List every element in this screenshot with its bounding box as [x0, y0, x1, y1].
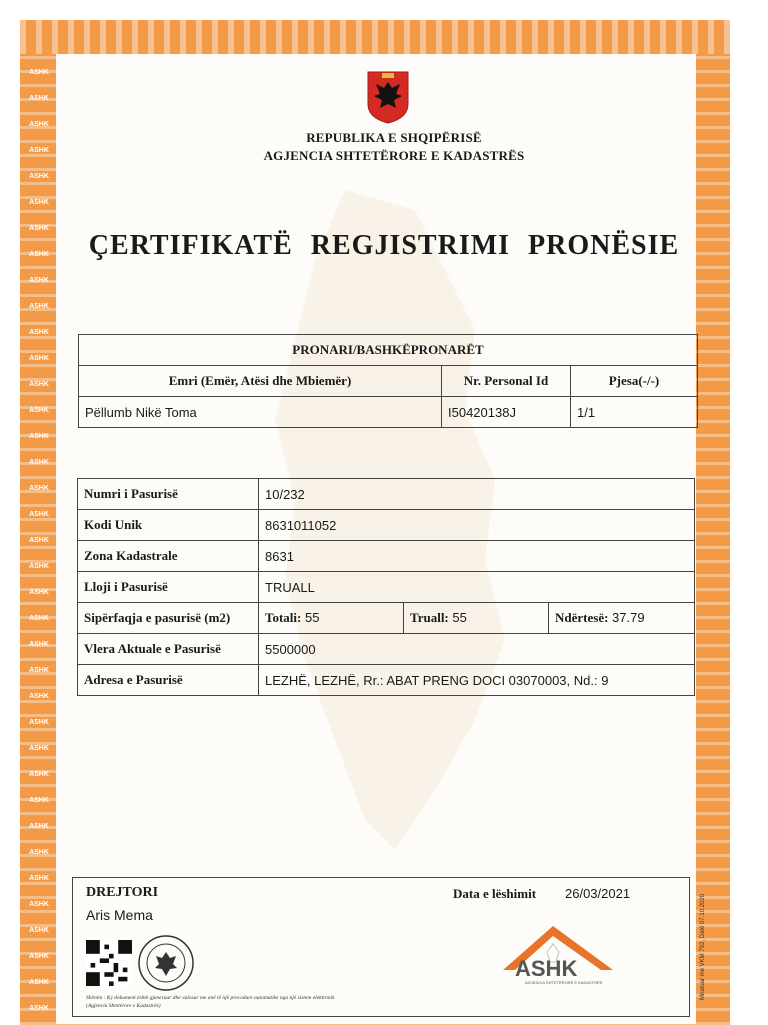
border-ribbon-label: ASHK: [734, 251, 754, 258]
owners-section-row: [79, 335, 698, 366]
border-ribbon-label: ASHK: [734, 719, 754, 726]
border-ribbon-label: ASHK: [29, 251, 49, 258]
table-row: [78, 665, 695, 696]
side-note: Miratuar me VKM 792, Datë 07.10.2020: [700, 893, 706, 1000]
albania-emblem-icon: [366, 70, 410, 124]
border-ribbon-label: ASHK: [734, 953, 754, 960]
border-ribbon-label: ASHK: [29, 225, 49, 232]
border-ribbon-label: ASHK: [734, 95, 754, 102]
border-ribbon-label: ASHK: [734, 355, 754, 362]
border-ribbon-label: ASHK: [734, 563, 754, 570]
border-ribbon-label: ASHK: [29, 875, 49, 882]
border-ribbon-label: ASHK: [29, 329, 49, 336]
table-row: [79, 397, 698, 428]
land-area-cell: [404, 603, 549, 634]
border-ribbon-label: ASHK: [734, 407, 754, 414]
director-label: DREJTORI: [86, 885, 159, 900]
border-ribbon-label: ASHK: [29, 407, 49, 414]
border-ribbon-label: ASHK: [734, 433, 754, 440]
border-ribbon-label: ASHK: [734, 459, 754, 466]
table-row: [78, 634, 695, 665]
issue-date-label: Data e lëshimit: [453, 886, 537, 901]
header-agency: AGJENCIA SHTETËRORE E KADASTRËS: [263, 148, 525, 163]
border-ribbon-label: ASHK: [29, 719, 49, 726]
border-ribbon-label: ASHK: [734, 979, 754, 986]
cadastral-zone-value: 8631: [259, 541, 695, 572]
table-row: [78, 541, 695, 572]
header-republic: REPUBLIKA E SHQIPËRISË: [306, 130, 482, 145]
border-ribbon-label: ASHK: [734, 667, 754, 674]
property-table: [77, 478, 695, 696]
issue-date-value: 26/03/2021: [565, 886, 631, 901]
border-ribbon-label: ASHK: [29, 173, 49, 180]
building-area-label: Ndërtesë:: [555, 610, 609, 625]
border-ribbon-label: ASHK: [734, 329, 754, 336]
border-ribbon-label: ASHK: [734, 277, 754, 284]
official-seal-icon: [137, 934, 195, 992]
property-address-label: Adresa e Pasurisë: [78, 665, 259, 696]
property-type-label: Lloji i Pasurisë: [78, 572, 259, 603]
property-value-amount: 5500000: [259, 634, 695, 665]
column-header-share: Pjesa(-/-): [571, 366, 698, 397]
border-ribbon-label: ASHK: [29, 511, 49, 518]
border-ribbon-label: ASHK: [29, 433, 49, 440]
building-area-value: 37.79: [612, 610, 645, 625]
column-header-personal-id: Nr. Personal Id: [442, 366, 571, 397]
border-ribbon-label: ASHK: [734, 1005, 754, 1012]
border-ribbon-label: ASHK: [29, 693, 49, 700]
border-ribbon-label: ASHK: [29, 745, 49, 752]
border-ribbon-label: ASHK: [734, 693, 754, 700]
border-ribbon-label: ASHK: [734, 875, 754, 882]
border-ribbon-label: ASHK: [29, 485, 49, 492]
owner-name-cell: Pëllumb Nikë Toma: [79, 397, 442, 428]
border-ribbon-label: ASHK: [734, 797, 754, 804]
border-ribbon-label: ASHK: [29, 771, 49, 778]
border-ribbon-label: ASHK: [29, 589, 49, 596]
border-ribbon-label: ASHK: [29, 121, 49, 128]
total-area-label: Totali:: [265, 610, 302, 625]
border-ribbon-label: ASHK: [734, 589, 754, 596]
table-row: [78, 572, 695, 603]
border-ribbon-label: ASHK: [29, 797, 49, 804]
column-header-name: Emri (Emër, Atësi dhe Mbiemër): [79, 366, 442, 397]
border-ribbon-label: ASHK: [29, 69, 49, 76]
footer-note: Shënim : Ky dokument është gjeneruar dhe vulosur me anë të një procedure automatike nga një sistem elektronik (Agjencia Shtetërore e Kadastrës): [86, 995, 335, 1009]
owner-share-cell: 1/1: [571, 397, 698, 428]
border-ribbon-label: ASHK: [734, 511, 754, 518]
building-area-cell: [549, 603, 695, 634]
border-ribbon-label: ASHK: [734, 927, 754, 934]
property-number-label: Numri i Pasurisë: [78, 479, 259, 510]
border-ribbon-label: ASHK: [734, 303, 754, 310]
border-ribbon-label: ASHK: [734, 121, 754, 128]
border-ribbon-label: ASHK: [734, 615, 754, 622]
border-ribbon-label: ASHK: [734, 147, 754, 154]
property-number-value: 10/232: [259, 479, 695, 510]
border-ribbon-label: ASHK: [29, 979, 49, 986]
border-ribbon-label: ASHK: [29, 1005, 49, 1012]
unique-code-label: Kodi Unik: [78, 510, 259, 541]
border-ribbon-label: ASHK: [29, 147, 49, 154]
owner-personal-id-cell: I50420138J: [442, 397, 571, 428]
border-ribbon-label: ASHK: [734, 849, 754, 856]
border-ribbon-label: ASHK: [29, 303, 49, 310]
border-ribbon-label: ASHK: [29, 901, 49, 908]
total-area-cell: [259, 603, 404, 634]
border-ribbon-label: ASHK: [734, 771, 754, 778]
property-address-value: LEZHË, LEZHË, Rr.: ABAT PRENG DOCI 03070003, Nd.: 9: [259, 665, 695, 696]
border-ribbon-label: ASHK: [29, 355, 49, 362]
total-area-value: 55: [304, 610, 320, 625]
land-area-label: Truall:: [410, 610, 449, 625]
border-ribbon-label: ASHK: [29, 459, 49, 466]
border-ribbon-label: ASHK: [734, 173, 754, 180]
border-ribbon-label: ASHK: [29, 95, 49, 102]
border-ribbon-label: ASHK: [29, 823, 49, 830]
property-type-value: TRUALL: [259, 572, 695, 603]
surface-area-label: Sipërfaqja e pasurisë (m2): [78, 603, 259, 634]
table-row: [78, 603, 695, 634]
border-ribbon-label: ASHK: [734, 641, 754, 648]
ashk-logo-subtext: AGJENCIA SHTETËRORE E KADASTRËS: [525, 980, 603, 985]
border-ribbon-label: ASHK: [734, 745, 754, 752]
border-ribbon-label: ASHK: [734, 485, 754, 492]
border-ribbon-label: ASHK: [29, 381, 49, 388]
land-area-value: 55: [452, 610, 467, 625]
qr-code-icon: [86, 940, 132, 986]
border-ribbon-label: ASHK: [734, 199, 754, 206]
border-ribbon-label: ASHK: [29, 615, 49, 622]
border-ribbon-label: ASHK: [29, 537, 49, 544]
table-row: [78, 510, 695, 541]
table-row: [78, 479, 695, 510]
border-ribbon-label: ASHK: [734, 823, 754, 830]
border-ribbon-label: ASHK: [29, 563, 49, 570]
border-ribbon-label: ASHK: [29, 953, 49, 960]
border-ribbon-label: ASHK: [29, 927, 49, 934]
border-ribbon-label: ASHK: [734, 901, 754, 908]
border-ribbon-label: ASHK: [734, 537, 754, 544]
border-ribbon-label: ASHK: [734, 225, 754, 232]
certificate-border-top: [20, 20, 730, 54]
border-ribbon-label: ASHK: [29, 849, 49, 856]
ashk-logo-text: ASHK: [515, 956, 578, 981]
property-value-label: Vlera Aktuale e Pasurisë: [78, 634, 259, 665]
director-name: Aris Mema: [86, 907, 153, 923]
border-ribbon-label: ASHK: [734, 381, 754, 388]
border-ribbon-label: ASHK: [734, 69, 754, 76]
ashk-logo: [497, 918, 619, 988]
unique-code-value: 8631011052: [259, 510, 695, 541]
owners-section-title: PRONARI/BASHKËPRONARËT: [79, 335, 698, 366]
border-ribbon-label: ASHK: [29, 199, 49, 206]
border-ribbon-label: ASHK: [29, 641, 49, 648]
owners-header-row: [79, 366, 698, 397]
border-ribbon-label: ASHK: [29, 667, 49, 674]
cadastral-zone-label: Zona Kadastrale: [78, 541, 259, 572]
border-ribbon-label: ASHK: [29, 277, 49, 284]
certificate-title: ÇERTIFIKATË REGJISTRIMI PRONËSIE: [88, 230, 680, 261]
owners-table: [78, 334, 698, 428]
